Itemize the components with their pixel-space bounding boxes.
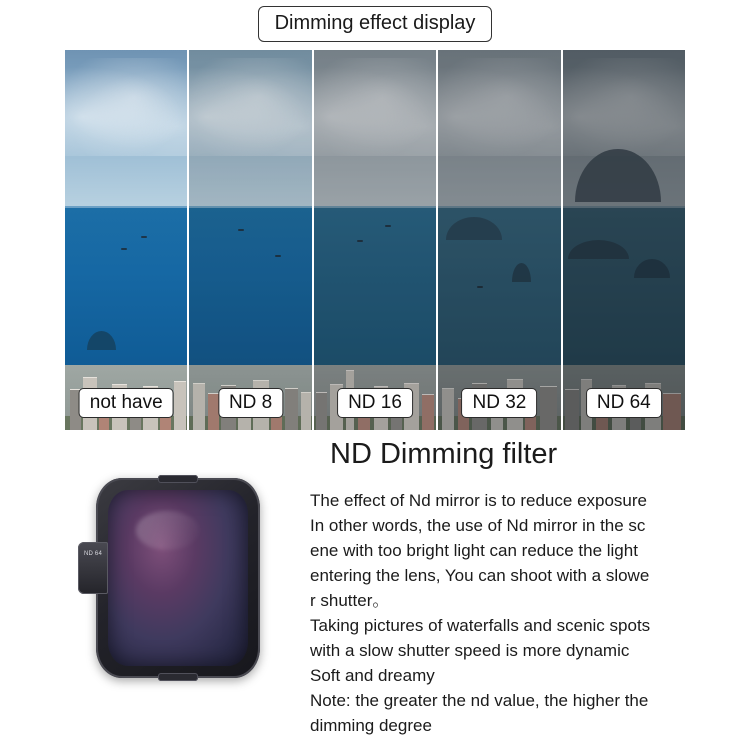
clouds bbox=[438, 58, 560, 157]
clouds bbox=[314, 58, 436, 157]
comparison-panel bbox=[563, 50, 685, 430]
filter-side-tab bbox=[78, 542, 108, 594]
description-line: dimming degree bbox=[310, 716, 432, 735]
building bbox=[193, 383, 205, 431]
building bbox=[301, 392, 311, 430]
nd-label-chip: ND 8 bbox=[218, 388, 283, 418]
building bbox=[442, 388, 454, 430]
frame-notch bbox=[158, 673, 198, 681]
description-line: ene with too bright light can reduce the light bbox=[310, 541, 638, 560]
boat bbox=[238, 229, 244, 231]
nd-label-chip: ND 64 bbox=[586, 388, 662, 418]
building bbox=[565, 389, 578, 430]
comparison-panel bbox=[189, 50, 311, 430]
building bbox=[285, 388, 298, 430]
description-line: In other words, the use of Nd mirror in the sc bbox=[310, 516, 646, 535]
building bbox=[174, 381, 186, 430]
horizon-line bbox=[65, 206, 187, 208]
filter-tab-label: ND 64 bbox=[83, 551, 102, 557]
boat bbox=[385, 225, 391, 227]
description-line: Taking pictures of waterfalls and scenic spots bbox=[310, 616, 651, 635]
comparison-panel bbox=[438, 50, 560, 430]
nd-label-chip: ND 16 bbox=[337, 388, 413, 418]
sea bbox=[189, 206, 311, 369]
boat bbox=[357, 240, 363, 242]
nd-label-chip: not have bbox=[79, 388, 174, 418]
horizon-line bbox=[438, 206, 560, 208]
boat bbox=[275, 255, 281, 257]
boat bbox=[477, 286, 483, 288]
sea bbox=[314, 206, 436, 369]
clouds bbox=[65, 58, 187, 157]
description-line: The effect of Nd mirror is to reduce exposure bbox=[310, 491, 648, 510]
comparison-panel bbox=[314, 50, 436, 430]
scene-image bbox=[189, 50, 311, 430]
sea bbox=[65, 206, 187, 369]
scene-image bbox=[65, 50, 187, 430]
sea bbox=[563, 206, 685, 369]
scene-image bbox=[563, 50, 685, 430]
horizon-line bbox=[189, 206, 311, 208]
description-line: Soft and dreamy bbox=[310, 666, 435, 685]
building bbox=[663, 393, 681, 430]
title-bar bbox=[0, 6, 750, 42]
scene-image bbox=[438, 50, 560, 430]
product-heading: ND Dimming filter bbox=[330, 438, 558, 470]
building bbox=[540, 386, 557, 430]
horizon-line bbox=[314, 206, 436, 208]
page-title: Dimming effect display bbox=[258, 6, 493, 42]
nd-filter-image bbox=[78, 470, 278, 690]
nd-label-chip: ND 32 bbox=[461, 388, 537, 418]
frame-notch bbox=[158, 475, 198, 483]
description-line: r shutter。 bbox=[310, 591, 390, 610]
comparison-panel bbox=[65, 50, 187, 430]
description-line: entering the lens, You can shoot with a slowe bbox=[310, 566, 650, 585]
filter-frame bbox=[96, 478, 260, 678]
horizon-line bbox=[563, 206, 685, 208]
building bbox=[316, 392, 327, 430]
description-line: Note: the greater the nd value, the higher the bbox=[310, 691, 649, 710]
scene-image bbox=[314, 50, 436, 430]
boat bbox=[141, 236, 147, 238]
description-line: with a slow shutter speed is more dynamic bbox=[310, 641, 630, 660]
clouds bbox=[563, 58, 685, 157]
glass-reflection bbox=[136, 511, 199, 550]
building bbox=[422, 394, 434, 430]
boat bbox=[121, 248, 127, 250]
dimming-comparison-strip bbox=[65, 50, 685, 430]
product-description bbox=[310, 488, 688, 738]
filter-glass bbox=[108, 490, 248, 666]
clouds bbox=[189, 58, 311, 157]
